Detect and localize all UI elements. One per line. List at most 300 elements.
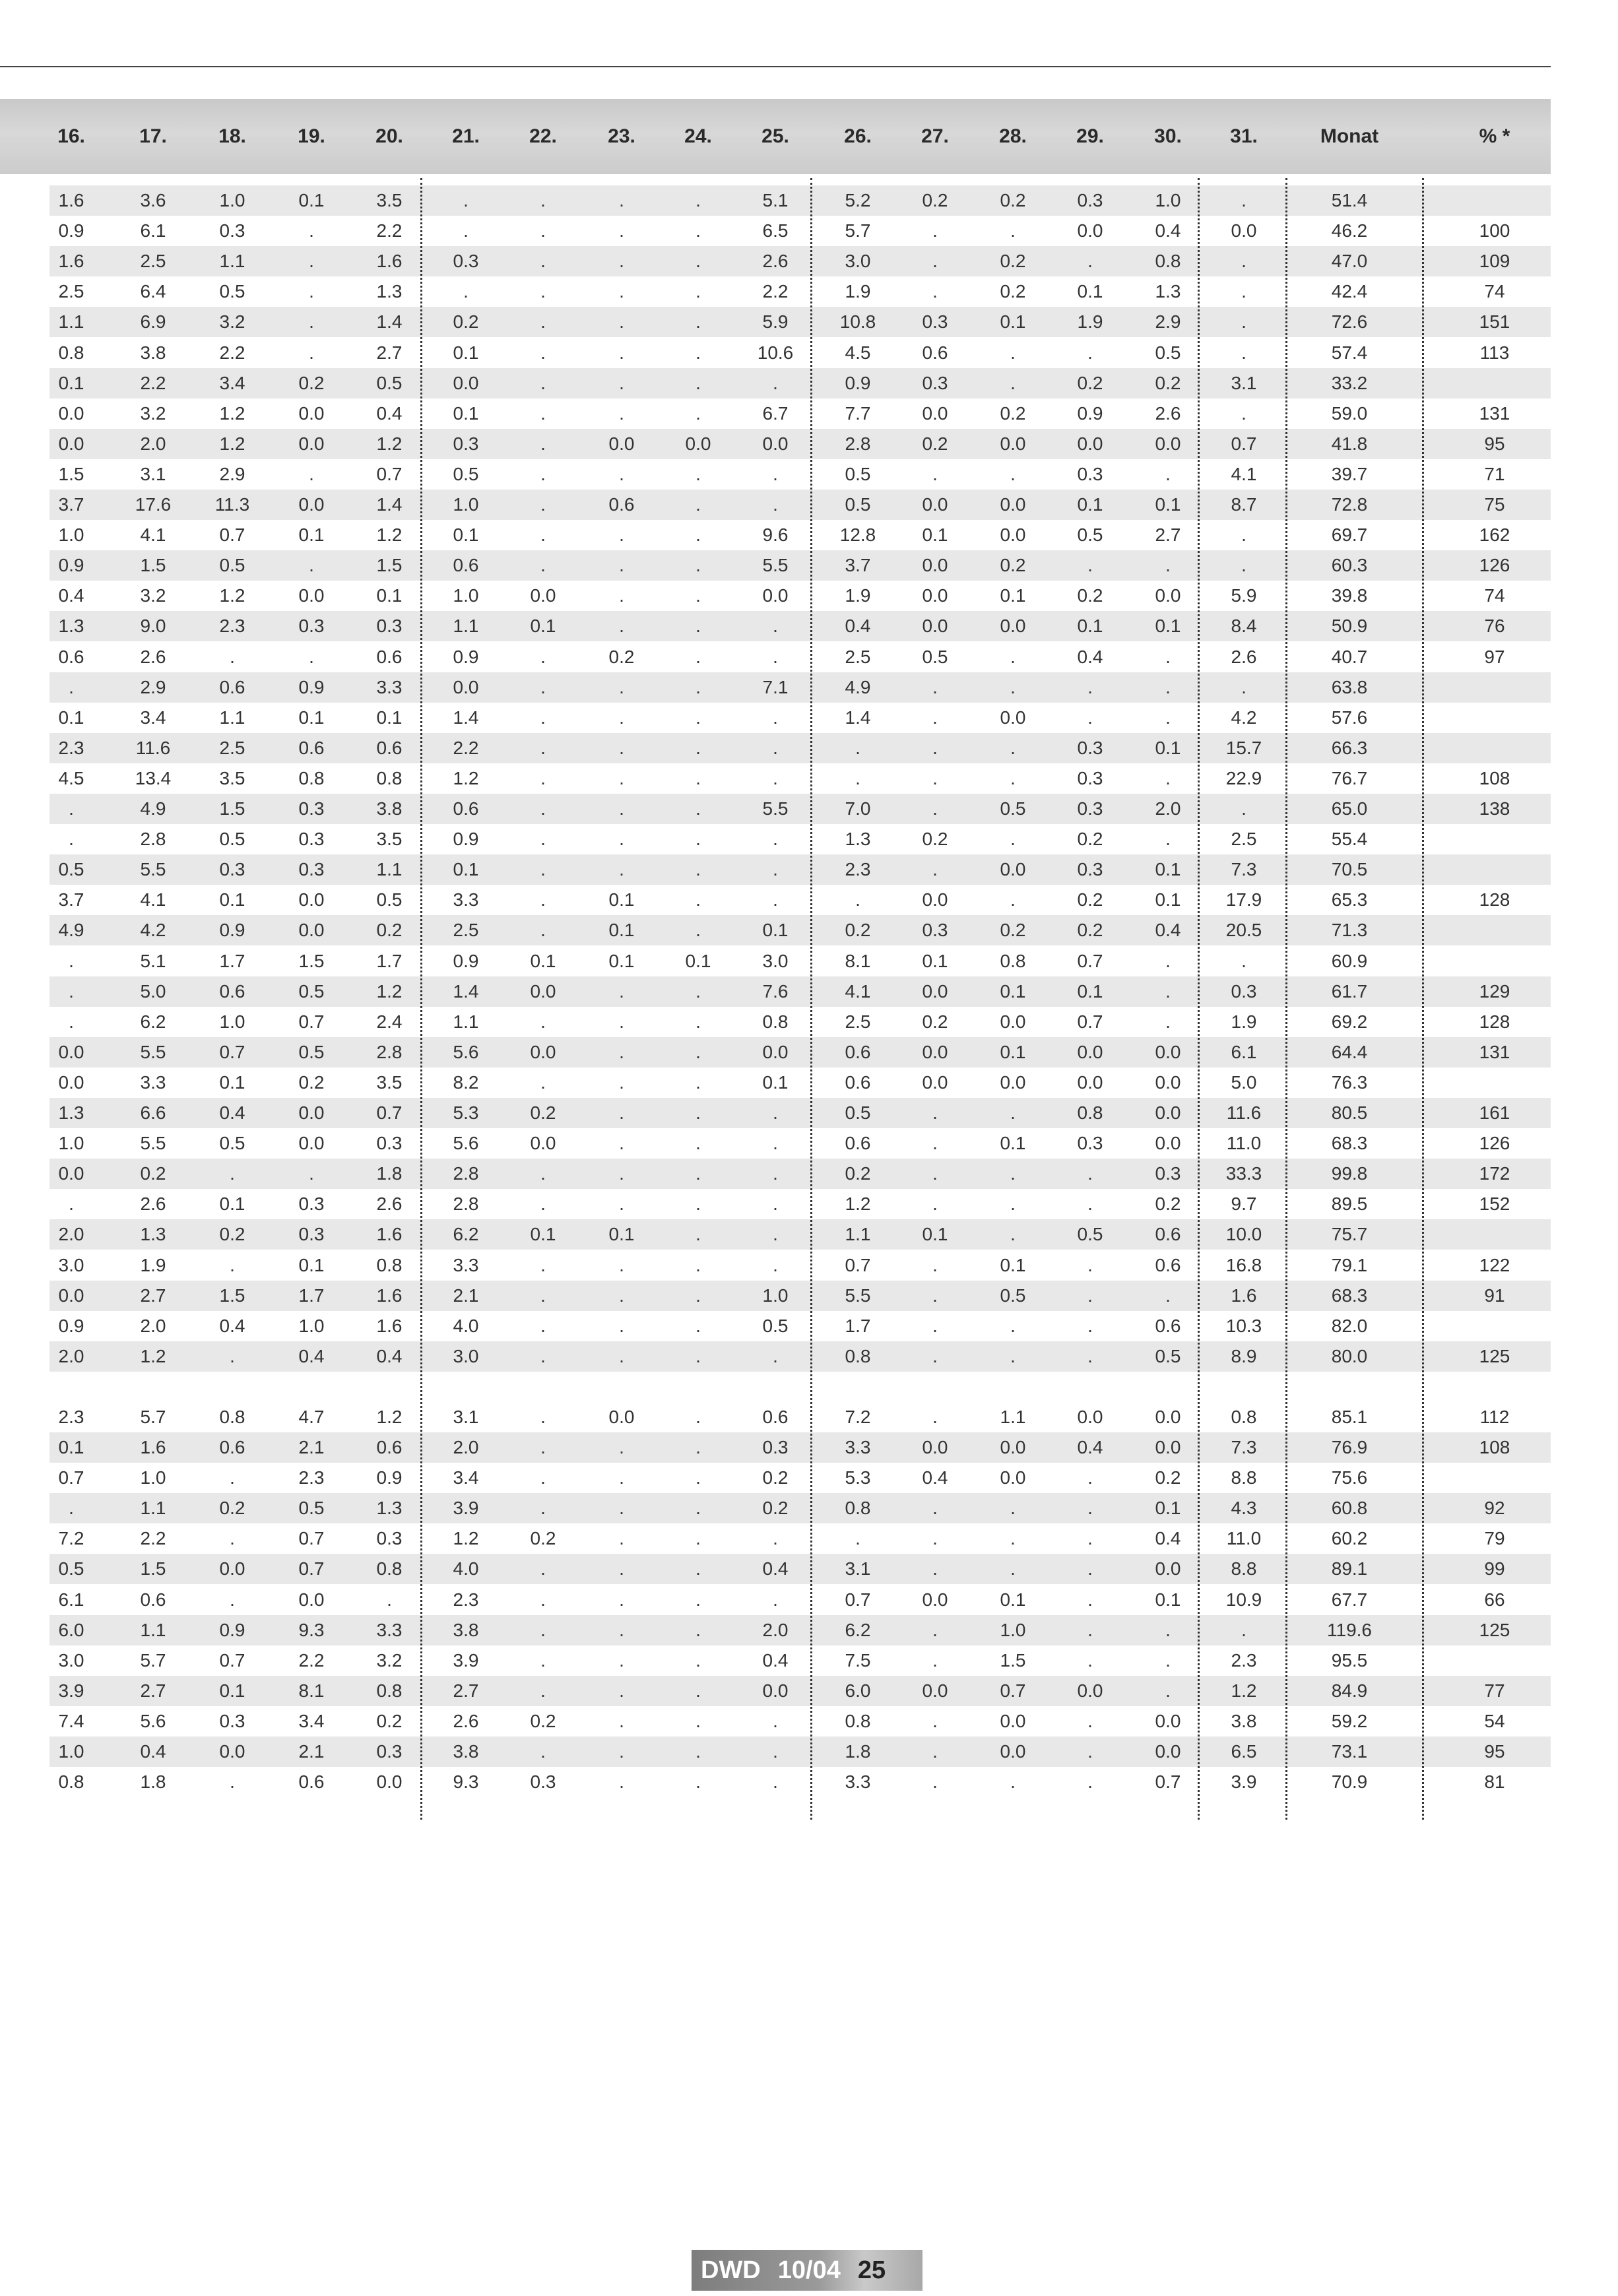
table-cell: .	[932, 1741, 938, 1762]
table-row	[49, 1128, 1551, 1159]
table-cell: 0.0	[685, 433, 711, 454]
table-cell: 0.6	[219, 676, 245, 697]
table-cell: 3.8	[453, 1619, 479, 1640]
table-cell: 0.6	[845, 1133, 871, 1154]
table-cell: 0.1	[58, 707, 84, 728]
table-cell: .	[932, 220, 938, 241]
table-cell: 0.0	[1077, 220, 1103, 241]
table-cell: .	[773, 707, 778, 728]
table-cell: .	[696, 1437, 701, 1457]
table-cell: 3.6	[140, 190, 166, 210]
table-cell: 2.0	[140, 433, 166, 454]
table-cell: 0.0	[922, 555, 948, 576]
table-cell: 0.6	[845, 1071, 871, 1093]
table-cell: 0.0	[922, 1071, 948, 1093]
table-cell: 10.6	[757, 342, 794, 363]
table-cell: .	[1010, 1771, 1016, 1793]
table-cell: .	[540, 220, 546, 241]
table-cell: 0.3	[1077, 767, 1103, 788]
table-row	[49, 1402, 1551, 1432]
table-cell: .	[540, 1011, 546, 1032]
table-cell: .	[1010, 1345, 1016, 1366]
table-cell: 0.1	[1000, 980, 1026, 1002]
table-cell: 0.4	[140, 1741, 166, 1762]
table-cell: 1.1	[453, 1011, 479, 1032]
table-row	[49, 1219, 1551, 1250]
table-cell: 108	[1479, 767, 1510, 788]
table-cell: .	[1010, 676, 1016, 697]
column-header: 22.	[529, 125, 557, 147]
table-cell: 2.0	[1155, 798, 1181, 819]
table-cell: .	[773, 1163, 778, 1184]
table-cell: 0.9	[845, 372, 871, 393]
table-cell: 95	[1484, 433, 1505, 454]
table-cell: 74	[1484, 281, 1505, 302]
table-cell: 67.7	[1331, 1589, 1368, 1610]
table-row	[49, 1068, 1551, 1098]
table-cell: 3.1	[453, 1406, 479, 1427]
table-cell: .	[619, 707, 624, 728]
table-cell: 0.2	[298, 372, 325, 393]
table-cell: .	[69, 950, 74, 971]
table-cell: 0.7	[219, 1649, 245, 1671]
table-row	[49, 399, 1551, 429]
table-cell: 0.1	[922, 1224, 948, 1245]
table-cell: 2.5	[140, 251, 166, 272]
table-cell: 1.5	[219, 798, 245, 819]
table-cell: 0.0	[1155, 433, 1181, 454]
table-cell: 5.3	[845, 1467, 871, 1488]
table-cell: 9.3	[298, 1619, 325, 1640]
table-cell: 0.4	[1155, 220, 1181, 241]
table-cell: .	[1010, 1224, 1016, 1245]
table-cell: 71.3	[1331, 920, 1368, 941]
table-cell: 0.7	[219, 525, 245, 546]
table-cell: 1.0	[219, 1011, 245, 1032]
table-cell: .	[696, 646, 701, 667]
table-cell: .	[1165, 767, 1171, 788]
table-cell: .	[696, 1071, 701, 1093]
table-cell: 1.1	[219, 707, 245, 728]
table-cell: .	[309, 342, 314, 363]
table-cell: .	[540, 525, 546, 546]
table-cell: 11.6	[1226, 1102, 1262, 1123]
table-cell: .	[1087, 1498, 1093, 1519]
table-cell: 0.8	[762, 1011, 789, 1032]
table-cell: 2.5	[845, 646, 871, 667]
table-cell: .	[696, 707, 701, 728]
table-cell: 3.2	[219, 311, 245, 333]
table-cell: .	[696, 1680, 701, 1701]
table-cell: 1.1	[219, 251, 245, 272]
table-cell: .	[619, 372, 624, 393]
table-cell: 3.2	[140, 402, 166, 424]
table-cell: 1.3	[140, 1224, 166, 1245]
table-cell: 76.7	[1331, 767, 1368, 788]
table-cell: 7.7	[845, 402, 871, 424]
table-cell: .	[696, 829, 701, 850]
table-cell: 0.2	[219, 1498, 245, 1519]
table-cell: 0.1	[608, 1224, 635, 1245]
table-cell: .	[619, 1467, 624, 1488]
table-cell: 1.2	[1231, 1680, 1257, 1701]
table-cell: 0.5	[298, 1041, 325, 1062]
table-cell: 0.1	[219, 889, 245, 910]
table-cell: 0.5	[845, 1102, 871, 1123]
table-row	[49, 338, 1551, 368]
table-cell	[1435, 854, 1554, 885]
table-cell: 0.5	[1000, 1285, 1026, 1306]
table-cell: 1.4	[376, 311, 403, 333]
table-cell: 3.0	[762, 950, 789, 971]
table-cell: 0.6	[376, 1437, 403, 1457]
table-cell: .	[932, 1194, 938, 1215]
table-row	[49, 1523, 1551, 1554]
table-cell: 0.1	[298, 1254, 325, 1275]
table-cell: 0.1	[608, 950, 635, 971]
table-cell: 1.1	[140, 1619, 166, 1640]
table-cell: .	[619, 1710, 624, 1731]
table-cell: 129	[1479, 980, 1510, 1002]
table-cell: 0.5	[1077, 525, 1103, 546]
table-cell: .	[773, 1710, 778, 1731]
table-cell: 0.2	[1077, 889, 1103, 910]
table-cell: 0.1	[1077, 980, 1103, 1002]
table-cell: 11.0	[1226, 1133, 1262, 1154]
table-row	[49, 550, 1551, 581]
table-cell: 0.5	[762, 1315, 789, 1336]
table-cell: 5.7	[140, 1649, 166, 1671]
table-cell: 2.2	[140, 1528, 166, 1549]
table-cell: 60.3	[1331, 555, 1368, 576]
table-cell: .	[932, 1406, 938, 1427]
table-cell: 54	[1484, 1710, 1505, 1731]
table-cell: 0.0	[1155, 1041, 1181, 1062]
table-cell: .	[619, 1589, 624, 1610]
table-cell: 1.2	[219, 402, 245, 424]
table-cell: .	[540, 190, 546, 210]
table-cell: 1.2	[219, 433, 245, 454]
table-cell: 0.8	[1155, 251, 1181, 272]
table-cell: 0.0	[1155, 1133, 1181, 1154]
table-cell: 42.4	[1331, 281, 1368, 302]
table-cell: 3.5	[376, 190, 403, 210]
table-cell: .	[230, 1467, 235, 1488]
table-cell: 1.0	[219, 190, 245, 210]
table-cell: 0.0	[1000, 1437, 1026, 1457]
table-cell: .	[696, 1649, 701, 1671]
table-cell: 1.6	[58, 190, 84, 210]
table-cell: .	[855, 767, 860, 788]
table-cell: 2.8	[845, 433, 871, 454]
table-cell: 0.1	[298, 190, 325, 210]
table-cell: 0.5	[1155, 1345, 1181, 1366]
table-cell: .	[540, 342, 546, 363]
table-cell: .	[773, 646, 778, 667]
table-cell: .	[932, 798, 938, 819]
table-cell: .	[696, 402, 701, 424]
table-cell: 99	[1484, 1558, 1505, 1579]
table-cell: 1.1	[376, 859, 403, 880]
table-cell: 0.6	[219, 980, 245, 1002]
table-cell: 8.8	[1231, 1467, 1257, 1488]
table-cell: 0.0	[219, 1741, 245, 1762]
column-separator	[810, 178, 812, 1820]
table-cell: 1.3	[845, 829, 871, 850]
table-cell: 1.0	[453, 494, 479, 515]
table-cell: 0.0	[922, 1680, 948, 1701]
table-cell: 0.0	[762, 1041, 789, 1062]
table-cell: 0.0	[1155, 1406, 1181, 1427]
table-row	[49, 703, 1551, 733]
table-cell: .	[1087, 1467, 1093, 1488]
table-cell: .	[619, 281, 624, 302]
table-cell: .	[1010, 1315, 1016, 1336]
column-header: 19.	[298, 125, 325, 147]
table-cell: 3.3	[140, 1071, 166, 1093]
table-cell: .	[1087, 1315, 1093, 1336]
table-cell: 172	[1479, 1163, 1510, 1184]
table-cell: .	[1087, 676, 1093, 697]
table-cell: 0.9	[1077, 402, 1103, 424]
table-cell: 0.2	[1000, 190, 1026, 210]
table-cell: 2.5	[1231, 829, 1257, 850]
table-cell: 0.2	[922, 190, 948, 210]
table-cell: .	[696, 1163, 701, 1184]
table-cell: 0.3	[1231, 980, 1257, 1002]
table-cell: 5.5	[140, 1041, 166, 1062]
table-cell: 1.6	[58, 251, 84, 272]
table-row	[49, 216, 1551, 246]
table-cell: .	[309, 646, 314, 667]
table-cell: 0.3	[298, 829, 325, 850]
table-cell: 0.0	[298, 402, 325, 424]
table-cell: 10.9	[1225, 1589, 1262, 1610]
table-cell: 0.6	[845, 1041, 871, 1062]
table-cell: .	[1165, 980, 1171, 1002]
table-cell: 2.0	[453, 1437, 479, 1457]
table-cell: .	[773, 1589, 778, 1610]
table-cell: .	[696, 1315, 701, 1336]
table-cell: 0.3	[1155, 1163, 1181, 1184]
table-cell: 0.7	[376, 463, 403, 484]
table-cell: 0.8	[1077, 1102, 1103, 1123]
table-cell: 0.5	[845, 463, 871, 484]
table-cell: 0.4	[1077, 646, 1103, 667]
table-cell: 0.0	[219, 1558, 245, 1579]
table-cell: 0.0	[530, 980, 556, 1002]
table-cell: .	[1165, 950, 1171, 971]
table-cell: 128	[1479, 889, 1510, 910]
table-cell: 13.4	[135, 767, 172, 788]
table-cell: 0.4	[376, 402, 403, 424]
table-cell: .	[619, 1619, 624, 1640]
table-cell: .	[230, 1589, 235, 1610]
table-cell: .	[932, 463, 938, 484]
table-cell: 75	[1484, 494, 1505, 515]
table-cell: 3.3	[453, 889, 479, 910]
table-cell: .	[619, 1771, 624, 1793]
table-cell: .	[696, 859, 701, 880]
table-cell: 57.4	[1331, 342, 1368, 363]
table-cell: 0.6	[453, 798, 479, 819]
table-row	[49, 276, 1551, 307]
table-cell: 2.3	[298, 1467, 325, 1488]
table-cell: 1.5	[140, 1558, 166, 1579]
table-cell: 0.2	[1000, 281, 1026, 302]
table-cell: 0.2	[845, 920, 871, 941]
table-cell: 0.1	[922, 950, 948, 971]
table-row	[49, 642, 1551, 672]
table-cell: 0.7	[376, 1102, 403, 1123]
table-cell: 59.2	[1331, 1710, 1368, 1731]
table-cell: 69.2	[1331, 1011, 1368, 1032]
table-cell: 0.9	[58, 1315, 84, 1336]
table-cell: 0.3	[1077, 737, 1103, 758]
table-cell: .	[540, 707, 546, 728]
table-cell: .	[619, 1680, 624, 1701]
table-cell: .	[540, 1619, 546, 1640]
table-cell: 6.2	[453, 1224, 479, 1245]
table-cell: 95.5	[1331, 1649, 1368, 1671]
table-cell: .	[463, 220, 469, 241]
table-cell: 0.2	[376, 1710, 403, 1731]
table-cell: 0.2	[530, 1528, 556, 1549]
table-cell: 2.5	[219, 737, 245, 758]
table-cell: .	[696, 920, 701, 941]
table-cell: 4.1	[140, 889, 166, 910]
column-header: 31.	[1230, 125, 1258, 147]
table-cell: .	[540, 1315, 546, 1336]
table-cell: .	[619, 525, 624, 546]
table-cell: 0.0	[1000, 707, 1026, 728]
table-cell: .	[463, 190, 469, 210]
column-header: 25.	[761, 125, 789, 147]
table-cell: 0.0	[922, 494, 948, 515]
table-cell: 113	[1479, 342, 1510, 363]
table-cell: 0.4	[762, 1558, 789, 1579]
table-cell: 2.9	[140, 676, 166, 697]
table-cell: .	[1087, 1163, 1093, 1184]
table-cell: 0.8	[298, 767, 325, 788]
table-cell: 0.6	[298, 1771, 325, 1793]
table-cell: 1.6	[140, 1437, 166, 1457]
table-cell: 1.9	[140, 1254, 166, 1275]
table-cell: 9.3	[453, 1771, 479, 1793]
table-cell: 0.5	[298, 980, 325, 1002]
table-cell: .	[540, 1285, 546, 1306]
table-cell: .	[540, 829, 546, 850]
table-cell: 5.5	[762, 798, 789, 819]
table-cell: 0.3	[376, 616, 403, 637]
table-cell: 0.1	[1000, 1133, 1026, 1154]
table-cell: 0.0	[1000, 1741, 1026, 1762]
table-cell: 11.3	[214, 494, 250, 515]
table-cell: 76.3	[1331, 1071, 1368, 1093]
table-cell: 2.0	[58, 1224, 84, 1245]
table-cell: 0.0	[1077, 1680, 1103, 1701]
table-cell	[1435, 672, 1554, 703]
table-cell: .	[1010, 1528, 1016, 1549]
table-cell: .	[932, 1619, 938, 1640]
table-cell: 0.7	[1000, 1680, 1026, 1701]
table-row	[49, 185, 1551, 216]
table-row	[49, 1250, 1551, 1281]
table-cell: 0.0	[762, 585, 789, 606]
table-cell: .	[932, 859, 938, 880]
table-cell: .	[932, 1254, 938, 1275]
table-cell: 1.7	[298, 1285, 325, 1306]
table-cell: 0.5	[1077, 1224, 1103, 1245]
table-cell: 0.1	[762, 1071, 789, 1093]
table-row	[49, 1463, 1551, 1493]
table-cell: 0.5	[845, 494, 871, 515]
table-cell: 0.9	[453, 950, 479, 971]
table-cell: 0.5	[298, 1498, 325, 1519]
table-cell: .	[696, 616, 701, 637]
table-cell: 20.5	[1225, 920, 1262, 941]
table-cell: 8.1	[845, 950, 871, 971]
table-cell: 3.9	[1231, 1771, 1257, 1793]
table-cell: 0.1	[1000, 311, 1026, 333]
table-cell: 0.1	[762, 920, 789, 941]
table-cell: .	[1010, 829, 1016, 850]
table-cell: 1.9	[1231, 1011, 1257, 1032]
table-cell: 8.9	[1231, 1345, 1257, 1366]
table-cell: 0.6	[762, 1406, 789, 1427]
table-cell: 0.1	[1000, 585, 1026, 606]
table-cell: .	[540, 1680, 546, 1701]
table-cell: .	[619, 1345, 624, 1366]
table-cell: 2.3	[453, 1589, 479, 1610]
table-cell: 0.0	[298, 433, 325, 454]
column-separator	[420, 178, 422, 1820]
table-row	[49, 1189, 1551, 1219]
table-cell: .	[619, 342, 624, 363]
table-cell: 46.2	[1331, 220, 1368, 241]
table-cell: .	[696, 1345, 701, 1366]
table-cell: 3.2	[376, 1649, 403, 1671]
table-cell: .	[619, 1102, 624, 1123]
table-cell: 0.5	[219, 281, 245, 302]
table-cell: .	[773, 494, 778, 515]
table-cell: 0.0	[1231, 220, 1257, 241]
table-cell: .	[773, 767, 778, 788]
table-cell: 0.2	[922, 1011, 948, 1032]
table-cell: .	[1165, 555, 1171, 576]
table-cell: .	[387, 1589, 392, 1610]
table-cell: .	[540, 1406, 546, 1427]
table-cell: .	[1087, 1710, 1093, 1731]
table-cell: 0.0	[1155, 1102, 1181, 1123]
table-cell: .	[1241, 798, 1246, 819]
table-cell: 161	[1479, 1102, 1510, 1123]
footer-issue: 10/04	[777, 2256, 841, 2284]
table-cell: .	[773, 829, 778, 850]
table-cell: 1.7	[845, 1315, 871, 1336]
table-cell: 1.4	[453, 707, 479, 728]
table-cell: 152	[1479, 1194, 1510, 1215]
table-cell: 16.8	[1225, 1254, 1262, 1275]
table-cell: 1.2	[845, 1194, 871, 1215]
table-cell: .	[1165, 707, 1171, 728]
table-cell: 0.0	[922, 402, 948, 424]
table-cell: 0.3	[298, 798, 325, 819]
table-cell: 5.1	[140, 950, 166, 971]
table-cell: .	[773, 1194, 778, 1215]
table-cell: 1.3	[58, 616, 84, 637]
table-cell: 81	[1484, 1771, 1505, 1793]
